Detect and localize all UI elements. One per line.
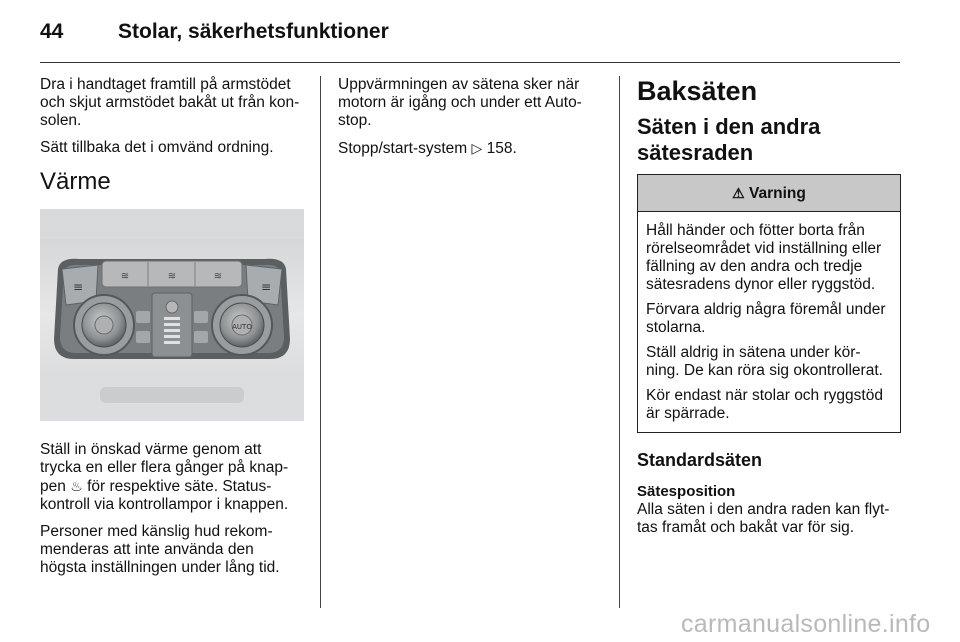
sensitive-skin-paragraph: Personer med känslig hud rekom-menderas att inte använda den högsta inställningen under lång tid. [40, 523, 280, 576]
section-heading-heating: Värme [40, 168, 111, 195]
seat-heat-icon: ♨ [70, 478, 83, 494]
column-1 [40, 76, 304, 586]
warning-body [638, 212, 900, 432]
svg-text:≋: ≋ [120, 271, 130, 282]
warning-item: Kör endast när stolar och ryggstöd är spärrade. [646, 387, 883, 422]
subsection-heading-second-row: Säten i den andra sätesraden [637, 114, 821, 165]
column-divider-1 [320, 76, 321, 608]
stop-start-reference: Stopp/start-system ▷ 158. [338, 140, 517, 157]
seat-position-paragraph: Alla säten i den andra raden kan flyt-tas framåt och bakåt var för sig. [637, 501, 890, 536]
warning-triangle-icon: ⚠ [732, 185, 745, 201]
warning-box [637, 174, 901, 433]
reassembly-paragraph: Sätt tillbaka det i omvänd ordning. [40, 139, 274, 156]
page-ref-arrow-icon: ▷ [471, 140, 483, 156]
armrest-paragraph: Dra i handtaget framtill på armstödet och skjut armstödet bakåt ut från kon-solen. [40, 76, 300, 129]
svg-text:≋: ≋ [213, 271, 223, 282]
heading-standard-seats: Standardsäten [637, 450, 763, 470]
warning-item: Förvara aldrig några föremål under stolarna. [646, 301, 886, 336]
warning-header [638, 175, 900, 212]
page-title: Stolar, säkerhetsfunktioner [118, 20, 389, 43]
page-reference-number[interactable]: 158. [486, 140, 517, 157]
page-number: 44 [40, 20, 64, 43]
heating-instruction-paragraph: Ställ in önskad värme genom att trycka en eller flera gånger på knap-pen ♨ för respektive säte. Status-kontroll via kontrollampor i knappen. [40, 441, 289, 513]
climate-control-panel-figure [40, 209, 304, 421]
auto-button-label: AUTO [232, 323, 252, 331]
heading-seat-position: Sätesposition [637, 483, 736, 500]
column-2 [338, 76, 602, 167]
column-3 [637, 76, 901, 546]
warning-item: Ställ aldrig in sätena under kör-ning. De kan röra sig okontrollerat. [646, 344, 883, 379]
heating-operation-paragraph: Uppvärmningen av sätena sker när motorn är igång och under ett Auto-stop. [338, 76, 582, 129]
section-heading-rear-seats: Baksäten [637, 76, 758, 106]
column-divider-2 [619, 76, 620, 608]
page-header [40, 16, 900, 63]
svg-text:≡: ≡ [260, 280, 272, 294]
warning-item: Håll händer och fötter borta från rörelseområdet vid inställning eller fällning av den andra och tredje sätesradens dynor eller ryggstöd. [646, 222, 882, 293]
svg-text:≋: ≋ [167, 271, 177, 282]
warning-title: Varning [749, 185, 806, 202]
svg-text:≡: ≡ [72, 280, 84, 294]
watermark: carmanualsonline.info [681, 610, 931, 638]
